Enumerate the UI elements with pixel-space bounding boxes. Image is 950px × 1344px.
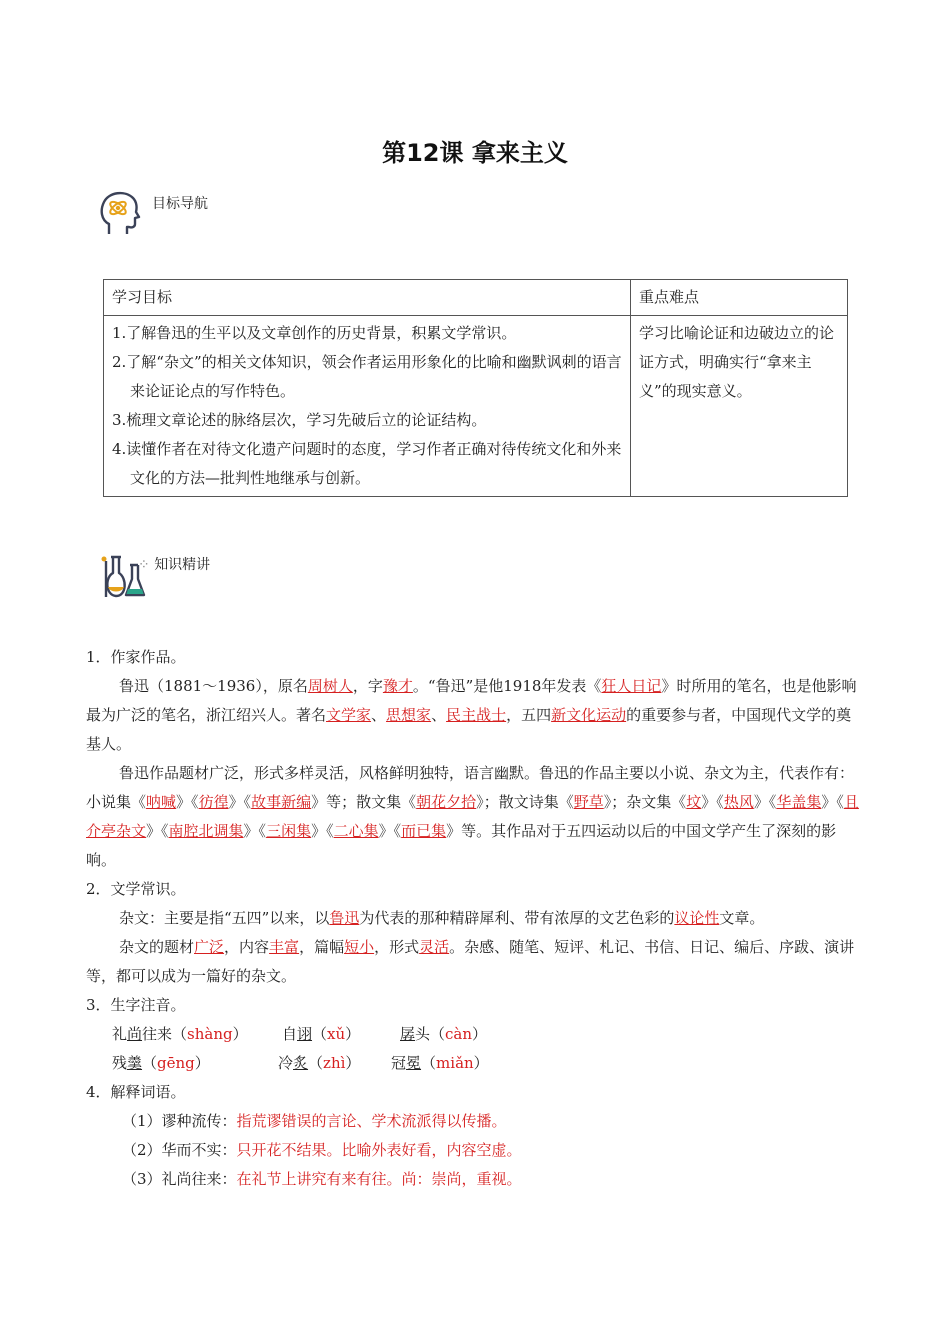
text: 。杂感、随笔、短评、札记、书信、日记、编后、序跋、演讲等，都可以成为一篇好的杂文。 (86, 938, 855, 985)
definition-item (86, 1165, 866, 1194)
text: ） (472, 1025, 488, 1043)
book-title: 三闲集 (266, 822, 312, 840)
pinyin: zhì (323, 1054, 346, 1072)
pinyin: càn (445, 1025, 473, 1043)
text: 往来（ (142, 1025, 188, 1043)
sparkle-icon: ⁘ (138, 557, 150, 573)
key-term: 鲁迅 (329, 909, 360, 927)
text: 杂文：主要是指“五四”以来，以 (119, 909, 330, 927)
heading-pronunciation: 3．生字注音。 (86, 996, 186, 1014)
key-term: 新文化运动 (551, 706, 627, 724)
text: 、 (371, 706, 387, 724)
text: 礼 (112, 1025, 128, 1043)
term: （3）礼尚往来： (122, 1170, 237, 1188)
pinyin: miǎn (436, 1054, 474, 1072)
book-title: 坟 (686, 793, 702, 811)
text: （ (312, 1025, 328, 1043)
key-term: 短小 (344, 938, 375, 956)
pinyin: gēng (157, 1054, 195, 1072)
text: 自 (282, 1025, 298, 1043)
pronunciation-item (112, 1020, 282, 1049)
goal-item: 2.了解“杂文”的相关文体知识，领会作者运用形象化的比喻和幽默讽刺的语言来论证论点的写作特色。 (112, 353, 622, 400)
book-title: 故事新编 (251, 793, 312, 811)
book-title: 二心集 (333, 822, 379, 840)
pinyin: shàng (187, 1025, 233, 1043)
pronunciation-item (278, 1049, 391, 1078)
char: 诩 (297, 1025, 313, 1043)
key-term: 周树人 (307, 677, 353, 695)
paragraph-zawen-features (86, 933, 866, 991)
text: 。“鲁迅”是他1918年发表《 (412, 677, 602, 695)
goal-item: 1.了解鲁迅的生平以及文章创作的历史背景，积累文学常识。 (112, 324, 517, 342)
key-term: 议论性 (674, 909, 720, 927)
heading-authors-works: 1．作家作品。 (86, 648, 186, 666)
goal-item: 3.梳理文章论述的脉络层次，学习先破后立的论证结构。 (112, 411, 487, 429)
text: 冠 (391, 1054, 407, 1072)
text: ） (345, 1025, 361, 1043)
pronunciation-item (400, 1020, 487, 1049)
book-title: 且介亭杂文 (86, 793, 859, 840)
section-label-knowledge-text: 知识精讲 (154, 557, 211, 573)
text: ） (473, 1054, 489, 1072)
definition-item (86, 1136, 866, 1165)
section-label-goals: 目标导航 (152, 196, 208, 212)
book-title: 南腔北调集 (168, 822, 244, 840)
goals-list (104, 316, 631, 497)
text: 文章。 (719, 909, 765, 927)
key-term: 狂人日记 (601, 677, 662, 695)
paragraph-zawen-definition (86, 904, 866, 933)
book-title: 彷徨 (198, 793, 229, 811)
key-term: 思想家 (386, 706, 432, 724)
text: 等。其作品对于五四运动以后的中国文学产生了深刻的影响。 (86, 822, 837, 869)
text: 》时所用的笔名，也是他影响最为广泛的笔名，浙江绍兴人。著名 (86, 677, 857, 724)
text: ，形式 (374, 938, 420, 956)
text: ） (194, 1054, 210, 1072)
key-points-text: 学习比喻论证和边破边立的论证方式，明确实行“拿来主义”的现实意义。 (631, 316, 848, 497)
char: 冕 (406, 1054, 422, 1072)
text: ；散文诗集 (483, 793, 559, 811)
text: ） (345, 1054, 361, 1072)
book-title: 呐喊 (146, 793, 177, 811)
book-title: 华盖集 (776, 793, 822, 811)
text: 头（ (415, 1025, 446, 1043)
text: 杂文的题材 (119, 938, 195, 956)
book-title: 热风 (723, 793, 754, 811)
text: 等；散文集 (326, 793, 402, 811)
book-title: 野草 (573, 793, 604, 811)
key-term: 广泛 (194, 938, 225, 956)
text: （ (308, 1054, 324, 1072)
text: ；杂文集 (611, 793, 672, 811)
pinyin: xǔ (327, 1025, 346, 1043)
pronunciation-row (86, 1049, 866, 1078)
goals-table (103, 279, 848, 497)
key-term: 文学家 (326, 706, 372, 724)
section-label-knowledge (138, 554, 210, 574)
text: 为代表的那种精辟犀利、带有浓厚的文艺色彩的 (359, 909, 675, 927)
text: ） (232, 1025, 248, 1043)
char: 羹 (127, 1054, 143, 1072)
pronunciation-item (112, 1049, 278, 1078)
heading-literary-knowledge: 2．文学常识。 (86, 880, 186, 898)
text: 的重要参与者，中国现代文学的奠基人。 (86, 706, 852, 753)
page-title: 第12课 拿来主义 (382, 139, 568, 167)
text: 残 (112, 1054, 128, 1072)
paragraph-lu-xun-bio (86, 672, 866, 759)
char: 炙 (293, 1054, 309, 1072)
text: 鲁迅作品题材广泛，形式多样灵活，风格鲜明独特，语言幽默。鲁迅的作品主要以小说、杂文为主，代表作有：小说集 (86, 764, 855, 811)
text: ，内容 (224, 938, 270, 956)
head-brain-icon (97, 188, 141, 236)
pronunciation-row (86, 1020, 866, 1049)
knowledge-content (86, 643, 866, 1194)
pronunciation-item (282, 1020, 400, 1049)
key-term: 民主战士 (446, 706, 507, 724)
key-term: 灵活 (419, 938, 450, 956)
text: 鲁迅（1881～1936），原名 (119, 677, 308, 695)
pronunciation-item (391, 1049, 489, 1078)
definition: 在礼节上讲究有来有往。尚：崇尚，重视。 (236, 1170, 522, 1188)
text: （ (142, 1054, 158, 1072)
table-header-key-points: 重点难点 (631, 280, 848, 316)
heading-word-definitions: 4．解释词语。 (86, 1083, 186, 1101)
definition: 指荒谬错误的言论、学术流派得以传播。 (236, 1112, 507, 1130)
term: （2）华而不实： (122, 1141, 237, 1159)
text: 、 (431, 706, 447, 724)
char: 尚 (127, 1025, 143, 1043)
term: （1）谬种流传： (122, 1112, 237, 1130)
text: （ (421, 1054, 437, 1072)
char: 孱 (400, 1025, 416, 1043)
definition: 只开花不结果。比喻外表好看，内容空虚。 (236, 1141, 522, 1159)
book-title: 而已集 (401, 822, 447, 840)
key-term: 豫才 (382, 677, 413, 695)
definition-item (86, 1107, 866, 1136)
text: ，篇幅 (299, 938, 345, 956)
key-term: 丰富 (269, 938, 300, 956)
text: ，字 (352, 677, 383, 695)
text: ，五四 (506, 706, 552, 724)
book-title: 朝花夕拾 (416, 793, 477, 811)
text: 冷 (278, 1054, 294, 1072)
paragraph-lu-xun-works: 鲁迅作品题材广泛，形式多样灵活，风格鲜明独特，语言幽默。鲁迅的作品主要以小说、杂文为主，代表作有：小说集《呐喊》《彷徨》《故事新编》等；散文集《朝花夕拾》；散文诗集《野草》；杂文集《坟》《热风》《华盖集》《且介亭杂文》《南腔北调集》《三闲集》《二心集》《而已集》等。其作品对于五四运动以后的中国文学产生了深刻的影响。 (86, 764, 859, 869)
table-header-goals: 学习目标 (104, 280, 631, 316)
goal-item: 4.读懂作者在对待文化遗产问题时的态度，学习作者正确对待传统文化和外来文化的方法—批判性地继承与创新。 (112, 440, 622, 487)
